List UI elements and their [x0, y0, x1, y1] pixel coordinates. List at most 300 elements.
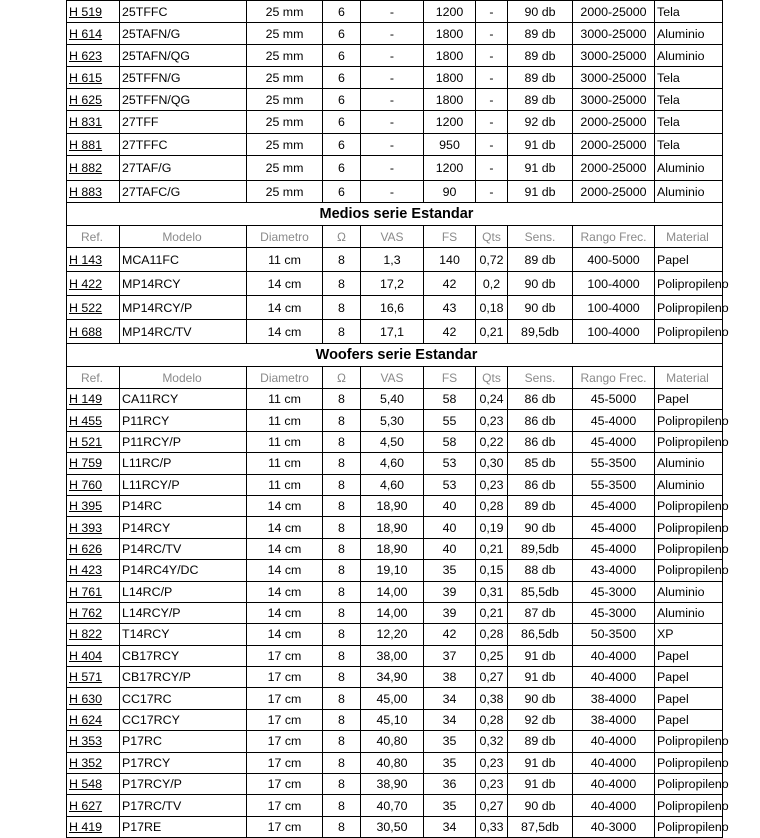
frequency-range-cell: 40-4000	[573, 752, 655, 773]
ref-link[interactable]: H 519	[69, 4, 103, 19]
vas-header: VAS	[361, 226, 424, 248]
ref-link[interactable]: H 760	[69, 477, 103, 492]
fs-cell: 55	[424, 410, 476, 431]
ref-link[interactable]: H 423	[69, 563, 103, 578]
table-row	[67, 45, 723, 67]
vas-cell: 34,90	[361, 667, 424, 688]
diameter-cell: 25 mm	[247, 181, 323, 203]
vas-cell: -	[361, 1, 424, 23]
vas-cell: -	[361, 156, 424, 181]
ref-link[interactable]: H 455	[69, 413, 103, 428]
diameter-cell: 11 cm	[247, 431, 323, 452]
ref-link[interactable]: H 521	[69, 434, 103, 449]
fs-cell: 40	[424, 517, 476, 538]
diameter-cell: 25 mm	[247, 89, 323, 111]
frequency-range-cell: 40-3000	[573, 816, 655, 837]
table-row	[67, 296, 723, 320]
material-cell: Aluminio	[655, 581, 723, 602]
table-row	[67, 560, 723, 581]
fs-cell: 34	[424, 709, 476, 730]
material-cell: Tela	[655, 111, 723, 134]
diameter-cell: 14 cm	[247, 517, 323, 538]
material-header: Material	[655, 226, 723, 248]
ref-link[interactable]: H 404	[69, 648, 103, 663]
table-row	[67, 795, 723, 816]
sensitivity-header: Sens.	[508, 367, 573, 389]
ref-cell	[67, 431, 120, 452]
impedance-cell: 6	[323, 111, 361, 134]
fs-cell: 90	[424, 181, 476, 203]
model-cell: CC17RCY	[120, 709, 247, 730]
frequency-range-cell: 40-4000	[573, 667, 655, 688]
qts-cell: 0,31	[476, 581, 508, 602]
diameter-cell: 14 cm	[247, 495, 323, 516]
diameter-cell: 11 cm	[247, 389, 323, 410]
ref-link[interactable]: H 422	[69, 276, 103, 291]
material-cell: Aluminio	[655, 156, 723, 181]
material-cell: Polipropileno	[655, 431, 723, 452]
qts-cell: 0,21	[476, 602, 508, 623]
sensitivity-cell: 89,5db	[508, 320, 573, 344]
frequency-range-cell: 45-4000	[573, 495, 655, 516]
impedance-cell: 8	[323, 774, 361, 795]
ref-link[interactable]: H 615	[69, 70, 103, 85]
ref-cell	[67, 67, 120, 89]
qts-cell: -	[476, 67, 508, 89]
ref-link[interactable]: H 419	[69, 820, 103, 834]
fs-cell: 53	[424, 474, 476, 495]
qts-cell: 0,25	[476, 645, 508, 666]
ref-cell	[67, 248, 120, 272]
section-title: Medios serie Estandar	[319, 206, 474, 222]
diameter-cell: 14 cm	[247, 560, 323, 581]
ref-link[interactable]: H 625	[69, 92, 103, 107]
qts-header: Qts	[476, 226, 508, 248]
medios-section	[67, 203, 723, 226]
frequency-range-cell: 40-4000	[573, 795, 655, 816]
model-cell: 27TAFC/G	[120, 181, 247, 203]
fs-cell: 35	[424, 731, 476, 752]
ref-link[interactable]: H 624	[69, 713, 103, 728]
ref-link[interactable]: H 614	[69, 26, 103, 41]
fs-cell: 1200	[424, 156, 476, 181]
fs-cell: 40	[424, 538, 476, 559]
vas-cell: -	[361, 181, 424, 203]
sensitivity-cell: 90 db	[508, 296, 573, 320]
table-row	[67, 156, 723, 181]
ref-cell	[67, 645, 120, 666]
model-cell: L14RC/P	[120, 581, 247, 602]
diameter-cell: 25 mm	[247, 111, 323, 134]
ref-cell	[67, 709, 120, 730]
vas-cell: 38,90	[361, 774, 424, 795]
table-row	[67, 67, 723, 89]
model-cell: MP14RC/TV	[120, 320, 247, 344]
qts-cell: -	[476, 156, 508, 181]
qts-cell: 0,28	[476, 495, 508, 516]
table-row	[67, 431, 723, 452]
ref-link[interactable]: H 883	[69, 184, 103, 199]
material-cell: Tela	[655, 89, 723, 111]
ref-cell	[67, 816, 120, 837]
model-cell: MCA11FC	[120, 248, 247, 272]
frequency-range-cell: 2000-25000	[573, 181, 655, 203]
impedance-cell: 8	[323, 795, 361, 816]
frequency-range-header: Rango Frec.	[573, 367, 655, 389]
column-header-row	[67, 226, 723, 248]
diameter-cell: 11 cm	[247, 410, 323, 431]
impedance-cell: 6	[323, 89, 361, 111]
diameter-cell: 14 cm	[247, 296, 323, 320]
fs-cell: 42	[424, 320, 476, 344]
material-cell: Polipropileno	[655, 538, 723, 559]
impedance-cell: 8	[323, 410, 361, 431]
qts-cell: 0,23	[476, 752, 508, 773]
frequency-range-cell: 38-4000	[573, 688, 655, 709]
qts-cell: 0,28	[476, 624, 508, 645]
table-row	[67, 23, 723, 45]
frequency-range-cell: 45-4000	[573, 431, 655, 452]
impedance-cell: 8	[323, 709, 361, 730]
vas-cell: -	[361, 67, 424, 89]
ref-cell	[67, 560, 120, 581]
frequency-range-cell: 2000-25000	[573, 156, 655, 181]
frequency-range-cell: 3000-25000	[573, 45, 655, 67]
model-cell: P17RC	[120, 731, 247, 752]
impedance-cell: 8	[323, 389, 361, 410]
vas-cell: 40,80	[361, 752, 424, 773]
ref-cell	[67, 410, 120, 431]
ref-link[interactable]: H 626	[69, 541, 103, 556]
vas-cell: 17,1	[361, 320, 424, 344]
ref-link[interactable]: H 627	[69, 798, 103, 813]
frequency-range-cell: 400-5000	[573, 248, 655, 272]
model-cell: P14RC4Y/DC	[120, 560, 247, 581]
vas-cell: 38,00	[361, 645, 424, 666]
ref-cell	[67, 45, 120, 67]
impedance-cell: 8	[323, 581, 361, 602]
qts-cell: 0,72	[476, 248, 508, 272]
diameter-cell: 17 cm	[247, 816, 323, 837]
section-title-row	[67, 203, 723, 226]
ref-link[interactable]: H 688	[69, 324, 103, 339]
ref-cell	[67, 688, 120, 709]
sensitivity-cell: 89 db	[508, 731, 573, 752]
fs-cell: 1800	[424, 67, 476, 89]
impedance-cell: 8	[323, 667, 361, 688]
model-cell: L11RC/P	[120, 453, 247, 474]
material-cell: Aluminio	[655, 453, 723, 474]
table-row	[67, 667, 723, 688]
ref-cell	[67, 296, 120, 320]
material-cell: Papel	[655, 667, 723, 688]
diameter-cell: 14 cm	[247, 272, 323, 296]
fs-cell: 35	[424, 752, 476, 773]
vas-cell: -	[361, 89, 424, 111]
vas-cell: 18,90	[361, 517, 424, 538]
diameter-cell: 25 mm	[247, 67, 323, 89]
vas-cell: -	[361, 45, 424, 67]
table-row	[67, 495, 723, 516]
diameter-cell: 14 cm	[247, 538, 323, 559]
qts-cell: 0,23	[476, 410, 508, 431]
impedance-cell: 8	[323, 431, 361, 452]
ref-cell	[67, 538, 120, 559]
diameter-cell: 14 cm	[247, 581, 323, 602]
ref-link[interactable]: H 822	[69, 627, 103, 642]
frequency-range-cell: 3000-25000	[573, 67, 655, 89]
qts-cell: 0,38	[476, 688, 508, 709]
material-cell: Papel	[655, 645, 723, 666]
ref-link[interactable]: H 353	[69, 734, 103, 749]
impedance-cell: 8	[323, 688, 361, 709]
qts-cell: -	[476, 111, 508, 134]
qts-cell: -	[476, 23, 508, 45]
impedance-cell: 6	[323, 45, 361, 67]
qts-cell: 0,2	[476, 272, 508, 296]
diameter-cell: 11 cm	[247, 453, 323, 474]
vas-cell: -	[361, 111, 424, 134]
fs-cell: 36	[424, 774, 476, 795]
vas-cell: 4,60	[361, 474, 424, 495]
frequency-range-cell: 100-4000	[573, 296, 655, 320]
qts-cell: 0,15	[476, 560, 508, 581]
frequency-range-cell: 3000-25000	[573, 23, 655, 45]
sensitivity-cell: 89 db	[508, 248, 573, 272]
impedance-cell: 8	[323, 645, 361, 666]
impedance-cell: 6	[323, 134, 361, 156]
ref-link[interactable]: H 623	[69, 48, 103, 63]
model-cell: 27TAF/G	[120, 156, 247, 181]
material-cell: Polipropileno	[655, 410, 723, 431]
qts-cell: 0,32	[476, 731, 508, 752]
vas-cell: 5,30	[361, 410, 424, 431]
fs-cell: 35	[424, 795, 476, 816]
ref-link[interactable]: H 831	[69, 115, 103, 129]
ref-cell	[67, 320, 120, 344]
sensitivity-cell: 86 db	[508, 389, 573, 410]
sensitivity-cell: 91 db	[508, 667, 573, 688]
table-row	[67, 602, 723, 623]
ref-cell	[67, 602, 120, 623]
section-title-row	[67, 344, 723, 367]
material-cell: Papel	[655, 248, 723, 272]
material-cell: Polipropileno	[655, 774, 723, 795]
ref-cell	[67, 495, 120, 516]
sensitivity-header: Sens.	[508, 226, 573, 248]
ref-link[interactable]: H 761	[69, 584, 103, 599]
material-cell: Papel	[655, 389, 723, 410]
model-cell: 25TFFN/G	[120, 67, 247, 89]
sensitivity-cell: 90 db	[508, 688, 573, 709]
impedance-header: Ω	[323, 226, 361, 248]
frequency-range-cell: 100-4000	[573, 320, 655, 344]
ref-header: Ref.	[67, 367, 120, 389]
qts-cell: -	[476, 134, 508, 156]
sensitivity-cell: 91 db	[508, 156, 573, 181]
qts-cell: -	[476, 89, 508, 111]
diameter-header: Diametro	[247, 367, 323, 389]
material-cell: Polipropileno	[655, 517, 723, 538]
fs-header: FS	[424, 226, 476, 248]
ref-cell	[67, 774, 120, 795]
qts-cell: 0,21	[476, 538, 508, 559]
table-row	[67, 453, 723, 474]
model-cell: 27TFFC	[120, 134, 247, 156]
sensitivity-cell: 91 db	[508, 181, 573, 203]
ref-link[interactable]: H 395	[69, 499, 103, 514]
impedance-cell: 8	[323, 602, 361, 623]
column-header-row	[67, 367, 723, 389]
vas-cell: 18,90	[361, 495, 424, 516]
impedance-header: Ω	[323, 367, 361, 389]
fs-cell: 42	[424, 272, 476, 296]
ref-cell	[67, 23, 120, 45]
model-cell: CB17RCY/P	[120, 667, 247, 688]
model-cell: P14RC/TV	[120, 538, 247, 559]
ref-cell	[67, 181, 120, 203]
table-row	[67, 731, 723, 752]
ref-cell	[67, 134, 120, 156]
sensitivity-cell: 89 db	[508, 89, 573, 111]
impedance-cell: 8	[323, 296, 361, 320]
fs-cell: 1800	[424, 23, 476, 45]
qts-header: Qts	[476, 367, 508, 389]
qts-cell: 0,23	[476, 474, 508, 495]
qts-cell: 0,21	[476, 320, 508, 344]
model-cell: P14RC	[120, 495, 247, 516]
fs-cell: 1200	[424, 1, 476, 23]
material-cell: Tela	[655, 134, 723, 156]
table-row	[67, 248, 723, 272]
fs-cell: 39	[424, 602, 476, 623]
ref-cell	[67, 795, 120, 816]
diameter-cell: 17 cm	[247, 667, 323, 688]
sensitivity-cell: 91 db	[508, 134, 573, 156]
diameter-cell: 17 cm	[247, 774, 323, 795]
material-cell: Polipropileno	[655, 320, 723, 344]
ref-cell	[67, 667, 120, 688]
vas-cell: 40,80	[361, 731, 424, 752]
model-cell: P17RCY/P	[120, 774, 247, 795]
diameter-cell: 14 cm	[247, 320, 323, 344]
fs-cell: 43	[424, 296, 476, 320]
ref-link[interactable]: H 759	[69, 456, 103, 471]
table-row	[67, 89, 723, 111]
impedance-cell: 8	[323, 538, 361, 559]
qts-cell: 0,28	[476, 709, 508, 730]
qts-cell: 0,19	[476, 517, 508, 538]
frequency-range-cell: 45-4000	[573, 517, 655, 538]
ref-link[interactable]: H 522	[69, 300, 103, 315]
fs-cell: 950	[424, 134, 476, 156]
diameter-header: Diametro	[247, 226, 323, 248]
fs-cell: 1200	[424, 111, 476, 134]
diameter-cell: 17 cm	[247, 795, 323, 816]
sensitivity-cell: 90 db	[508, 795, 573, 816]
ref-link[interactable]: H 393	[69, 520, 103, 535]
model-cell: 25TAFN/QG	[120, 45, 247, 67]
vas-cell: 45,10	[361, 709, 424, 730]
model-cell: P17RCY	[120, 752, 247, 773]
material-cell: Polipropileno	[655, 296, 723, 320]
fs-cell: 58	[424, 431, 476, 452]
vas-cell: -	[361, 23, 424, 45]
frequency-range-cell: 40-4000	[573, 774, 655, 795]
material-cell: Polipropileno	[655, 731, 723, 752]
impedance-cell: 8	[323, 560, 361, 581]
diameter-cell: 14 cm	[247, 624, 323, 645]
sensitivity-cell: 86 db	[508, 474, 573, 495]
qts-cell: 0,23	[476, 774, 508, 795]
material-header: Material	[655, 367, 723, 389]
ref-link[interactable]: H 352	[69, 755, 103, 770]
qts-cell: 0,27	[476, 667, 508, 688]
model-cell: L11RCY/P	[120, 474, 247, 495]
vas-cell: 14,00	[361, 581, 424, 602]
material-cell: Papel	[655, 709, 723, 730]
impedance-cell: 8	[323, 320, 361, 344]
qts-cell: -	[476, 1, 508, 23]
sensitivity-cell: 88 db	[508, 560, 573, 581]
fs-cell: 35	[424, 560, 476, 581]
ref-link[interactable]: H 571	[69, 670, 103, 685]
qts-cell: 0,18	[476, 296, 508, 320]
vas-cell: 30,50	[361, 816, 424, 837]
diameter-cell: 25 mm	[247, 45, 323, 67]
sensitivity-cell: 90 db	[508, 272, 573, 296]
ref-link[interactable]: H 762	[69, 606, 103, 621]
ref-link[interactable]: H 881	[69, 137, 103, 152]
fs-cell: 40	[424, 495, 476, 516]
ref-link[interactable]: H 149	[69, 392, 103, 407]
sensitivity-cell: 91 db	[508, 752, 573, 773]
impedance-cell: 6	[323, 1, 361, 23]
ref-cell	[67, 111, 120, 134]
material-cell: Aluminio	[655, 602, 723, 623]
table-row	[67, 134, 723, 156]
ref-cell	[67, 752, 120, 773]
vas-cell: 5,40	[361, 389, 424, 410]
model-cell: MP14RCY/P	[120, 296, 247, 320]
material-cell: Polipropileno	[655, 560, 723, 581]
ref-link[interactable]: H 548	[69, 777, 103, 792]
model-cell: P11RCY/P	[120, 431, 247, 452]
material-cell: Polipropileno	[655, 272, 723, 296]
model-cell: P17RC/TV	[120, 795, 247, 816]
ref-cell	[67, 474, 120, 495]
diameter-cell: 17 cm	[247, 709, 323, 730]
sensitivity-cell: 86,5db	[508, 624, 573, 645]
ref-link[interactable]: H 143	[69, 252, 103, 267]
table-row	[67, 538, 723, 559]
table-row	[67, 320, 723, 344]
sensitivity-cell: 90 db	[508, 517, 573, 538]
fs-cell: 1800	[424, 89, 476, 111]
material-cell: Tela	[655, 1, 723, 23]
model-cell: T14RCY	[120, 624, 247, 645]
frequency-range-cell: 43-4000	[573, 560, 655, 581]
frequency-range-header: Rango Frec.	[573, 226, 655, 248]
ref-link[interactable]: H 630	[69, 691, 103, 706]
qts-cell: 0,30	[476, 453, 508, 474]
model-cell: 25TFFN/QG	[120, 89, 247, 111]
ref-link[interactable]: H 882	[69, 161, 103, 175]
diameter-cell: 25 mm	[247, 23, 323, 45]
table-row	[67, 581, 723, 602]
fs-cell: 39	[424, 581, 476, 602]
spec-table-body	[67, 1, 729, 838]
